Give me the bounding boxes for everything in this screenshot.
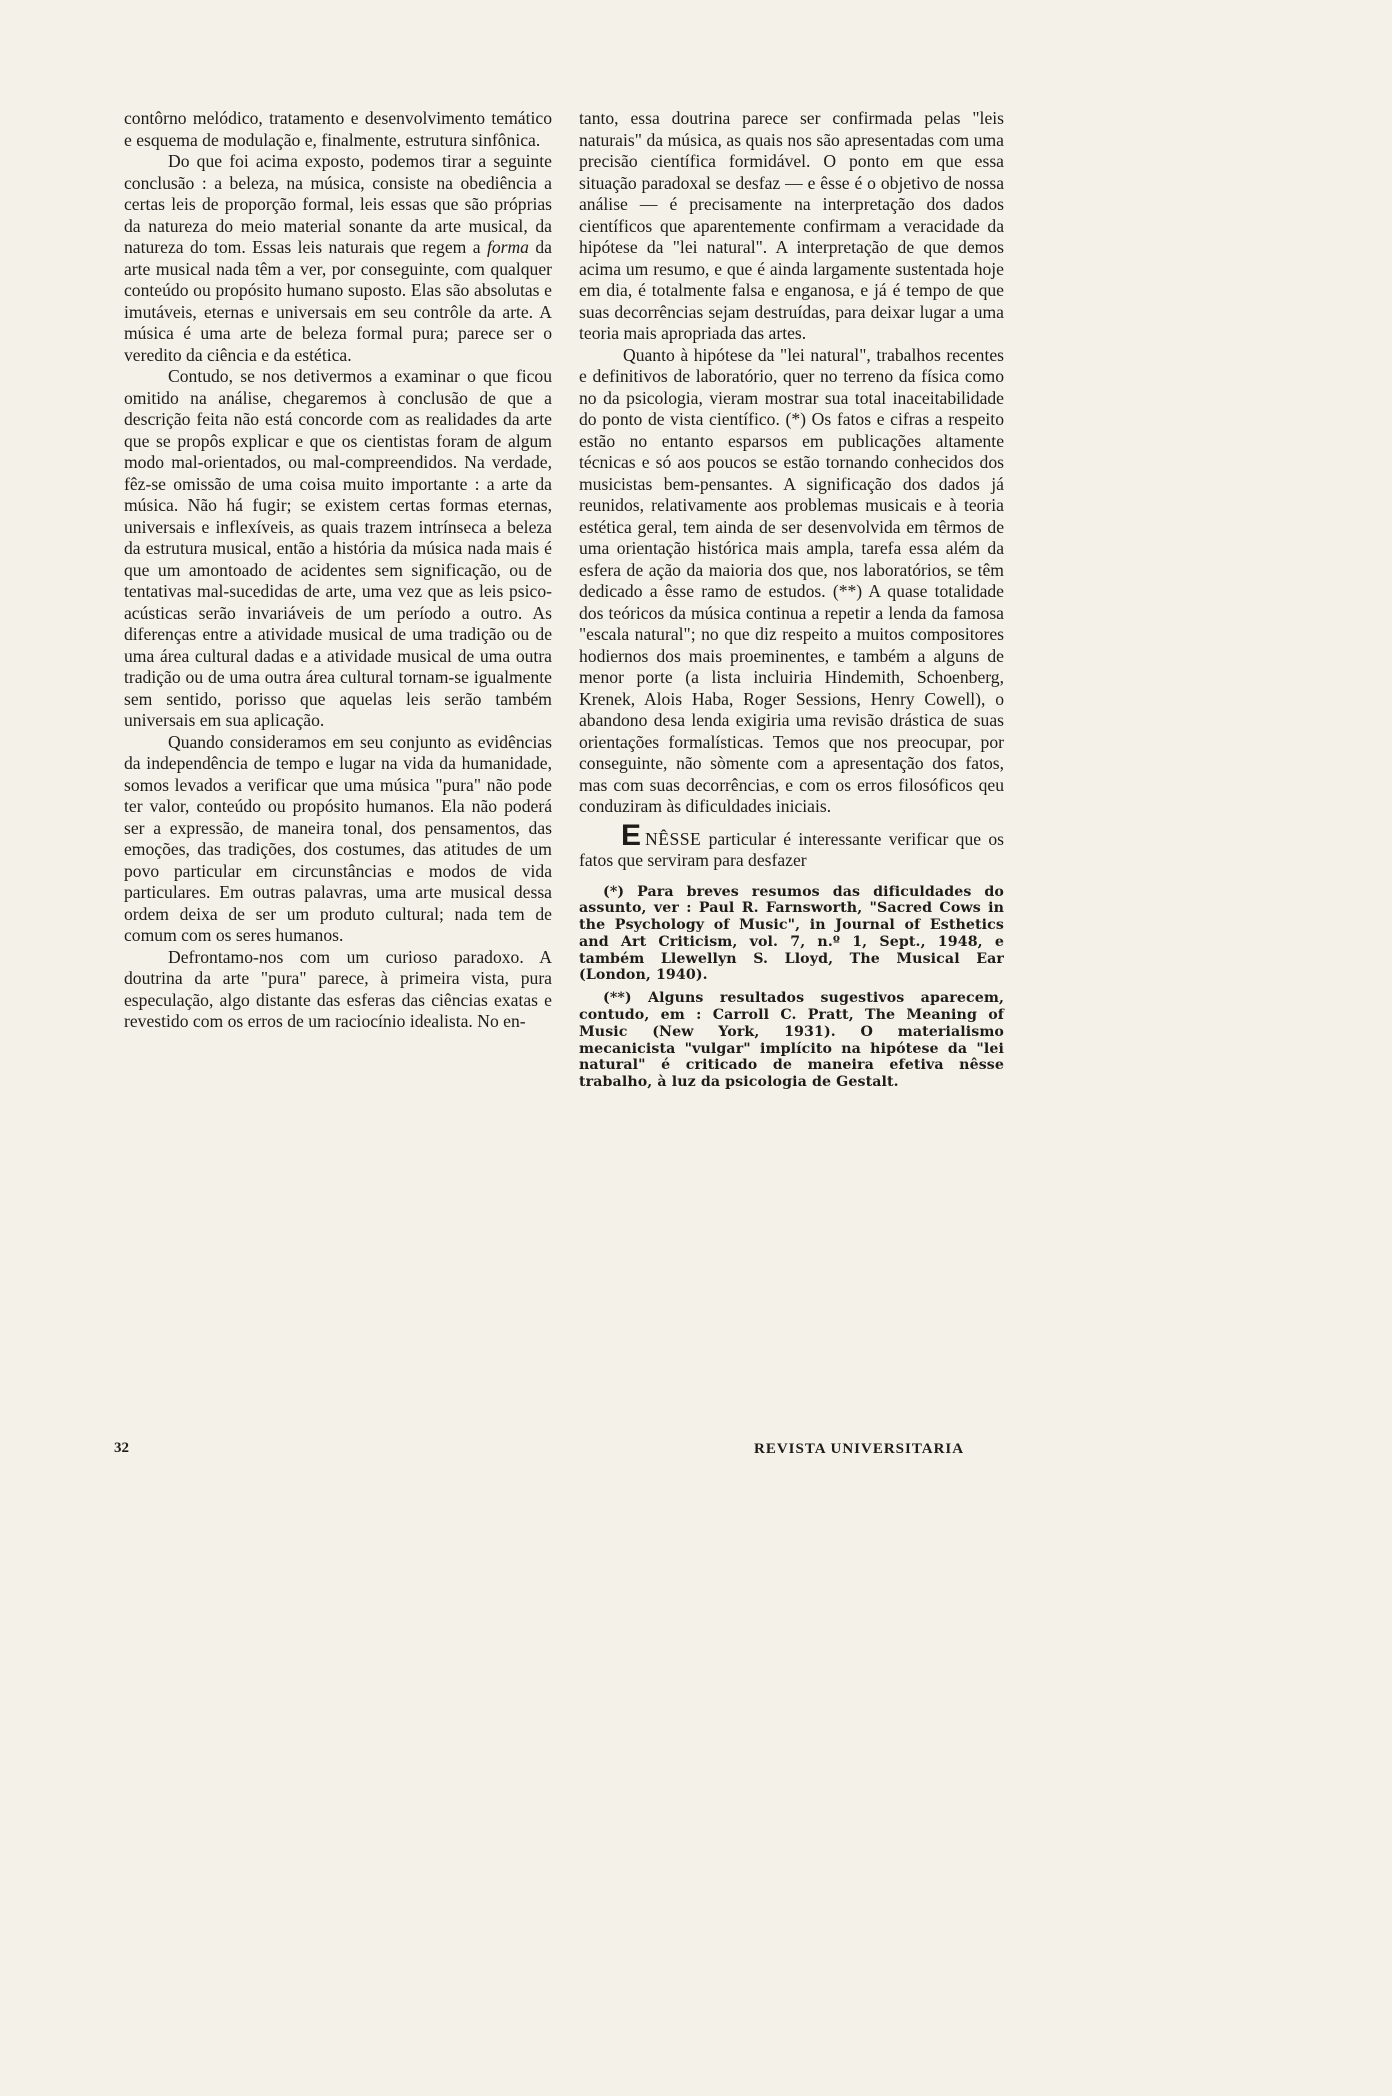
page-number: 32 xyxy=(114,1440,129,1456)
small-caps-word: NÊSSE xyxy=(645,828,702,849)
journal-title: REVISTA UNIVERSITARIA xyxy=(754,1441,965,1457)
paragraph: Quanto à hipótese da "lei natural", trabalhos recentes e definitivos de laboratório, quer no terreno da física como no da psicologia, vieram mostrar sua total inaceitabilidade do ponto de vista científico. (*) Os fatos e cifras a respeito estão no entanto esparsos em publicações altamente técnicas e só aos poucos se estão tornando conhecidos dos musicistas bem-pensantes. A significação dos dados já reunidos, relativamente aos problemas musicais e à teoria estética geral, tem ainda de ser desenvolvida em têrmos de uma orientação histórica mais ampla, tarefa essa além da esfera de ação da maioria dos que, nos laboratórios, se têm dedicado a êsse ramo de estudos. (**) A quase totalidade dos teóricos da música continua a repetir a lenda da famosa "escala natural"; no que diz respeito a muitos compositores hodiernos dos mais proeminentes, e também a alguns de menor porte (a lista incluiria Hindemith, Schoenberg, Krenek, Alois Haba, Roger Sessions, Henry Cowell), o abandono desa lenda exigiria uma revisão drástica de suas orientações formalísticas. Temos que nos preocupar, por conseguinte, não sòmente com a apresentação dos fatos, mas com suas decorrências, e com os erros filosóficos qeu conduziram às dificuldades iniciais. xyxy=(579,344,1004,816)
text-span: particular é interessante verificar que os fatos que serviram para desfazer xyxy=(579,828,1004,870)
drop-cap: E xyxy=(621,818,642,852)
paragraph-with-dropcap xyxy=(579,818,1004,872)
footnotes xyxy=(579,884,1004,1092)
paragraph: contôrno melódico, tratamento e desenvolvimento temático e esquema de modulação e, finalmente, estrutura sinfônica. xyxy=(124,108,552,150)
footnote: (*) Para breves resumos das dificuldades do assunto, ver : Paul R. Farnsworth, "Sacred Cows in the Psychology of Music", in Journal of Esthetics and Art Criticism, vol. 7, n.º 1, Sept., 1948, e também Llewellyn S. Lloyd, The Musical Ear (London, 1940). xyxy=(579,883,1004,984)
paragraph: Defrontamo-nos com um curioso paradoxo. A doutrina da arte "pura" parece, à primeira vista, pura especulação, algo distante das esferas das ciências exatas e revestido com os erros de um raciocínio idealista. No en- xyxy=(124,946,552,1031)
right-column xyxy=(579,108,1004,1097)
left-column xyxy=(124,108,552,1033)
italic-word: forma xyxy=(486,237,529,257)
footnote: (**) Alguns resultados sugestivos aparecem, contudo, em : Carroll C. Pratt, The Meaning of Music (New York, 1931). O materialismo mecanicista "vulgar" implícito na hipótese da "lei natural" é criticado de maneira efetiva nêsse trabalho, à luz da psicologia de Gestalt. xyxy=(579,990,1004,1091)
paragraph: tanto, essa doutrina parece ser confirmada pelas "leis naturais" da música, as quais nos são apresentadas com uma precisão científica formidável. O ponto em que essa situação paradoxal se desfaz — e êsse é o objetivo de nossa análise — é precisamente na interpretação dos dados científicos que aparentemente confirmam a veracidade da hipótese da "lei natural". A interpretação de que demos acima um resumo, e que é ainda largamente sustentada hoje em dia, é totalmente falsa e enganosa, e já é tempo de que suas decorrências sejam destruídas, para deixar lugar a uma teoria mais apropriada das artes. xyxy=(579,108,1004,343)
paragraph: Contudo, se nos detivermos a examinar o que ficou omitido na análise, chegaremos à conclusão de que a descrição feita não está concorde com as realidades da arte que se propôs explicar e que os cientistas foram de algum modo mal-orientados, ou mal-compreendidos. Na verdade, fêz-se omissão de uma coisa muito importante : a arte da música. Não há fugir; se existem certas formas eternas, universais e inflexíveis, as quais trazem intrínseca a beleza da estrutura musical, então a história da música nada mais é que um amontoado de acidentes sem significação, ou de tentativas mal-sucedidas de arte, uma vez que as leis psico-acústicas serão invariáveis de um período a outro. As diferenças entre a atividade musical de uma tradição ou de uma área cultural dadas e a atividade musical de uma outra tradição ou de uma outra área cultural tornam-se igualmente sem sentido, porisso que aquelas leis serão também universais em sua aplicação. xyxy=(124,366,552,730)
paragraph: Quando consideramos em seu conjunto as evidências da independência de tempo e lugar na vida da humanidade, somos levados a verificar que uma música "pura" não pode ter valor, conteúdo ou propósito humanos. Ela não poderá ser a expressão, de maneira tonal, dos pensamentos, das emoções, das tradições, dos costumes, das atitudes de um povo particular em circunstâncias e modos de vida particulares. Em outras palavras, uma arte musical dessa ordem deixa de ser um produto cultural; nada tem de comum com os seres humanos. xyxy=(124,731,552,945)
paragraph xyxy=(124,151,552,366)
text-span: da arte musical nada têm a ver, por conseguinte, com qualquer conteúdo ou propósito humano suposto. Elas são absolutas e imutáveis, eternas e universais em seu contrôle da arte. A música é uma arte de beleza formal pura; parece ser o veredito da ciência e da estética. xyxy=(124,237,552,365)
text-span: Do que foi acima exposto, podemos tirar a seguinte conclusão : a beleza, na música, consiste na obediência a certas leis de proporção formal, leis essas que são próprias da natureza do meio material sonante da arte musical, da natureza do tom. Essas leis naturais que regem a xyxy=(124,151,552,257)
